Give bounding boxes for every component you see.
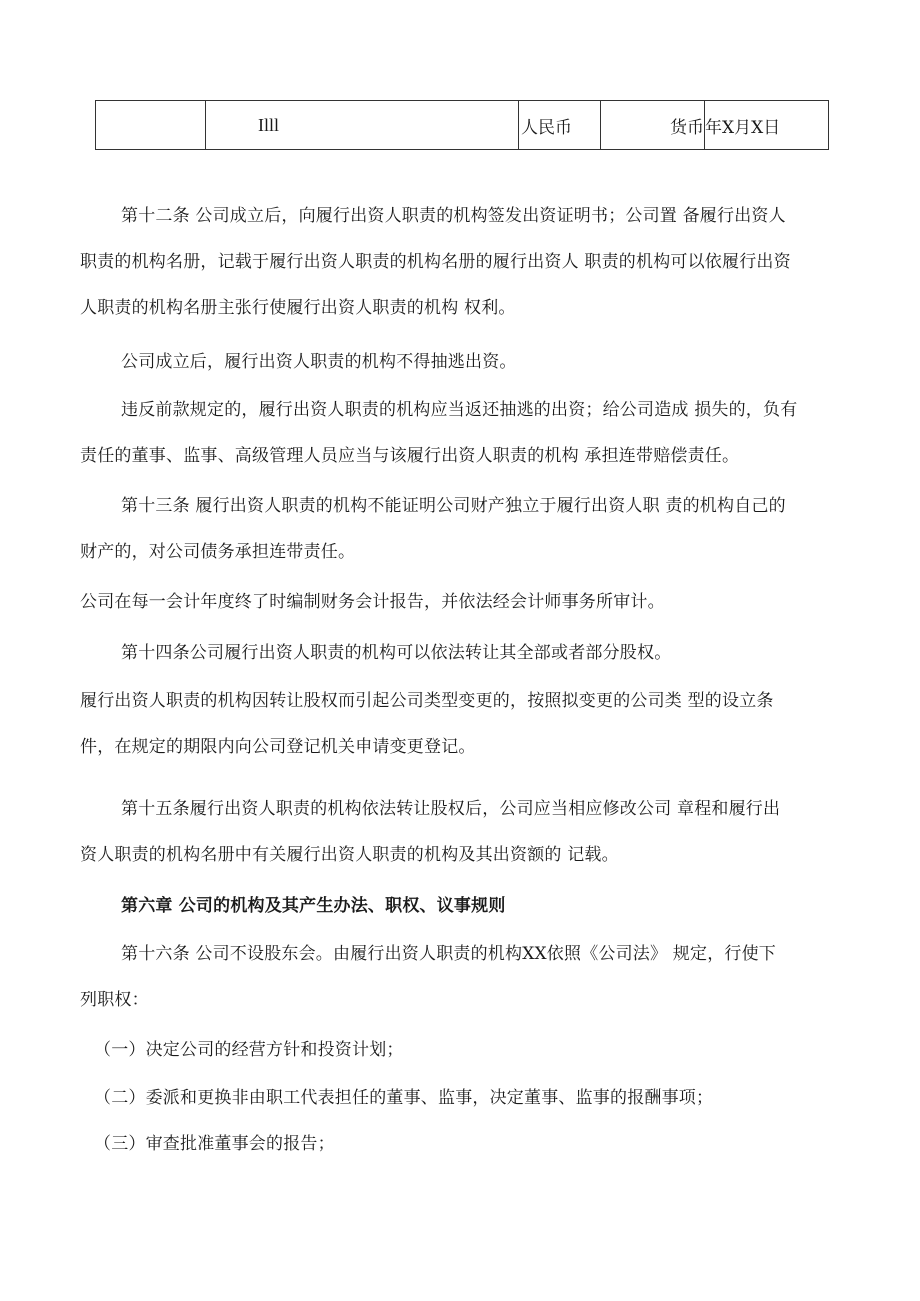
financial-report-paragraph — [80, 579, 845, 625]
paragraph-line: 人职责的机构名册主张行使履行出资人职责的机构 权利。 — [80, 298, 516, 318]
paragraph-line: 第十四条公司履行出资人职责的机构可以依法转让其全部或者部分股权。 — [121, 643, 672, 663]
table-row — [96, 101, 829, 150]
paragraph-line: 公司在每一会计年度终了时编制财务会计报告，并依法经会计师事务所审计。 — [80, 592, 665, 612]
capital-contribution-table — [95, 100, 829, 150]
table-cell-amount: Illl — [206, 101, 519, 150]
article-15-paragraph — [80, 786, 845, 878]
paragraph-line: 违反前款规定的，履行出资人职责的机构应当返还抽逃的出资；给公司造成 损失的，负有 — [121, 400, 798, 420]
paragraph-line: 职责的机构名册，记载于履行出资人职责的机构名册的履行出资人 职责的机构可以依履行出资 — [80, 252, 791, 272]
chapter-title: 第六章 公司的机构及其产生办法、职权、议事规则 — [121, 896, 506, 916]
list-item: （三）审查批准董事会的报告； — [94, 1134, 335, 1154]
paragraph-line: 第十六条 公司不设股东会。由履行出资人职责的机构XX依照《公司法》 规定，行使下 — [121, 944, 777, 964]
article-16-paragraph — [80, 931, 845, 1023]
paragraph-line: 财产的，对公司债务承担连带责任。 — [80, 542, 356, 562]
article-13-paragraph — [80, 483, 845, 575]
table-cell-currency: 人民币 — [519, 101, 601, 150]
table-cell-method: 货币 — [601, 101, 705, 150]
list-item: （一）决定公司的经营方针和投资计划； — [94, 1040, 404, 1060]
chapter-6-heading — [80, 883, 845, 929]
paragraph-line: 公司成立后，履行出资人职责的机构不得抽逃出资。 — [121, 352, 517, 372]
paragraph-line: 件，在规定的期限内向公司登记机关申请变更登记。 — [80, 737, 476, 757]
table-cell-shareholder — [96, 101, 206, 150]
paragraph-line: 资人职责的机构名册中有关履行出资人职责的机构及其出资额的 记载。 — [80, 845, 619, 865]
type-change-paragraph — [80, 678, 845, 770]
paragraph-line: 第十五条履行出资人职责的机构依法转让股权后，公司应当相应修改公司 章程和履行出 — [121, 799, 781, 819]
paragraph-line: 履行出资人职责的机构因转让股权而引起公司类型变更的，按照拟变更的公司类 型的设立条 — [80, 691, 774, 711]
paragraph-line: 责任的董事、监事、高级管理人员应当与该履行出资人职责的机构 承担连带赔偿责任。 — [80, 446, 740, 466]
list-item: （二）委派和更换非由职工代表担任的董事、监事，决定董事、监事的报酬事项； — [94, 1088, 714, 1108]
powers-list — [94, 1027, 859, 1167]
paragraph-line: 列职权： — [80, 990, 149, 1010]
table-cell-date: 年X月X日 — [705, 101, 829, 150]
liability-paragraph — [80, 387, 845, 479]
no-withdrawal-paragraph — [80, 339, 845, 385]
article-14-paragraph — [80, 630, 845, 676]
paragraph-line: 第十三条 履行出资人职责的机构不能证明公司财产独立于履行出资人职 责的机构自己的 — [121, 496, 786, 516]
paragraph-line: 第十二条 公司成立后，向履行出资人职责的机构签发出资证明书；公司置 备履行出资人 — [121, 206, 786, 226]
article-12-paragraph — [80, 193, 845, 331]
